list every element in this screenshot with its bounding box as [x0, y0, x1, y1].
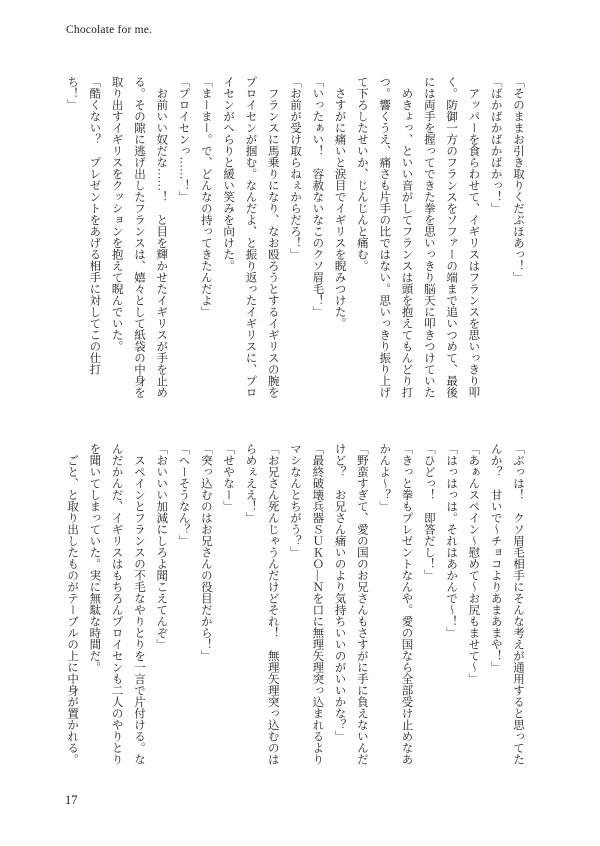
text-line: ごと、と取り出したものがテーブルの上に中身が置かれる。 [66, 443, 79, 765]
text-line: 取り出すイギリスをクッションを抱えて睨んでいた。 [110, 76, 123, 352]
text-line: つ。響くうえ、痛さも片手の比ではない。思いっきり振り上げ [378, 76, 391, 398]
text-line: マシなんとちがう？」 [289, 443, 302, 558]
text-line: けど？ お兄さん痛いのより気持ちいいのがいいかな？」 [333, 443, 346, 742]
text-line: スペインとフランスの不毛なやりとりを一言で片付ける。な [132, 443, 145, 765]
text-line: んか？ 甘いで〜チョコよりあまあまや！」 [489, 443, 502, 673]
text-line: 「せやなー」 [222, 443, 235, 512]
text-line: 「きっと拳もプレゼントなんや。愛の国なら全部受け止めなあ [400, 443, 413, 765]
text-line: アッパーを食らわせて、イギリスはフランスを思いっきり叩 [467, 76, 480, 398]
text-line: かんよ〜？」 [378, 443, 391, 512]
text-line: 「おいいい加減にしろよ聞こえてんぞ」 [155, 443, 168, 650]
text-block-upper [61, 76, 529, 404]
text-line: 「酷くない？ プレゼントをあげる相手に対してこの仕打 [88, 76, 101, 375]
text-line: イセンがへらりと緩い笑みを向けた。 [222, 76, 235, 272]
text-line: 「いったぁい！ 容赦ないなこのクソ眉毛！」 [311, 76, 324, 318]
text-line: る。その隙に逃げ出したフランスは、嬉々として紙袋の中身を [132, 76, 145, 398]
text-line: 「へーそうなん？」 [177, 443, 190, 547]
text-line: 「あぁんスペイン〜慰めて〜お尻もませて〜」 [467, 443, 480, 685]
text-line: 「ばかばかばかばかっ！」 [489, 76, 502, 214]
text-line: お前いい奴だな……！ と目を輝かせたイギリスが手を止め [155, 76, 168, 398]
text-block-lower [61, 443, 529, 767]
text-line: 「お前が受け取らねぇからだろ！」 [289, 76, 302, 260]
text-line: 「最終破壊兵器ＳＵＫＯ―Ｎを口に無理矢理突っ込まれるより [311, 443, 324, 765]
text-line: めきょっ、といい音がしてフランスは頭を抱えてもんどり打 [400, 76, 413, 398]
text-line: 「ひどっ！ 即答だし！」 [422, 443, 435, 581]
text-line: ち！」 [66, 76, 79, 111]
text-line: には両手を握ってできた拳を思いっきり脳天に叩きつけていた [422, 76, 435, 398]
text-line: を聞いてしまっていた。実に無駄な時間だ。 [88, 443, 101, 673]
text-line: んだかんだ、イギリスはもちろんプロイセンも二人のやりとり [110, 443, 123, 765]
text-line: らめぇええ！」 [244, 443, 257, 524]
text-line: 「野蛮すぎて、愛の国のお兄さんもさすがに手に負えないんだ [355, 443, 368, 765]
text-line: 「そのままお引き取りくだぶほあっ！」 [512, 76, 524, 283]
text-line: 「お兄さん死んじゃうんだけどそれ！ 無理矢理突っ込むのは [266, 443, 279, 765]
text-line: 「まーまー。で、どんなの持ってきたんだよ」 [199, 76, 212, 318]
text-line: く。防御一方のフランスをソファーの端まで追いつめて、最後 [445, 76, 458, 398]
text-line: プロイセンが掴む。なんだよ、と振り返ったイギリスに、プロ [244, 76, 257, 398]
text-line: 「プロイセンっ……！」 [177, 76, 190, 203]
text-line: 「ぶっは！ クソ眉毛相手にそんな考えが通用すると思ってた [512, 443, 524, 765]
running-header-title: Chocolate for me. [66, 24, 153, 36]
text-line: フランスに馬乗りになり、なお殴ろうとするイギリスの腕を [266, 76, 279, 398]
text-line: て下ろしたせいか、じんじんと痛む。 [355, 76, 368, 272]
text-line: さすがに痛いと涙目でイギリスを睨みつけた。 [333, 76, 346, 329]
text-line: 「突っ込むのはお兄さんの役目だから！」 [199, 443, 212, 662]
page-number: 17 [65, 793, 78, 807]
text-line: 「はっはっは。それはあかんで〜！」 [445, 443, 458, 639]
